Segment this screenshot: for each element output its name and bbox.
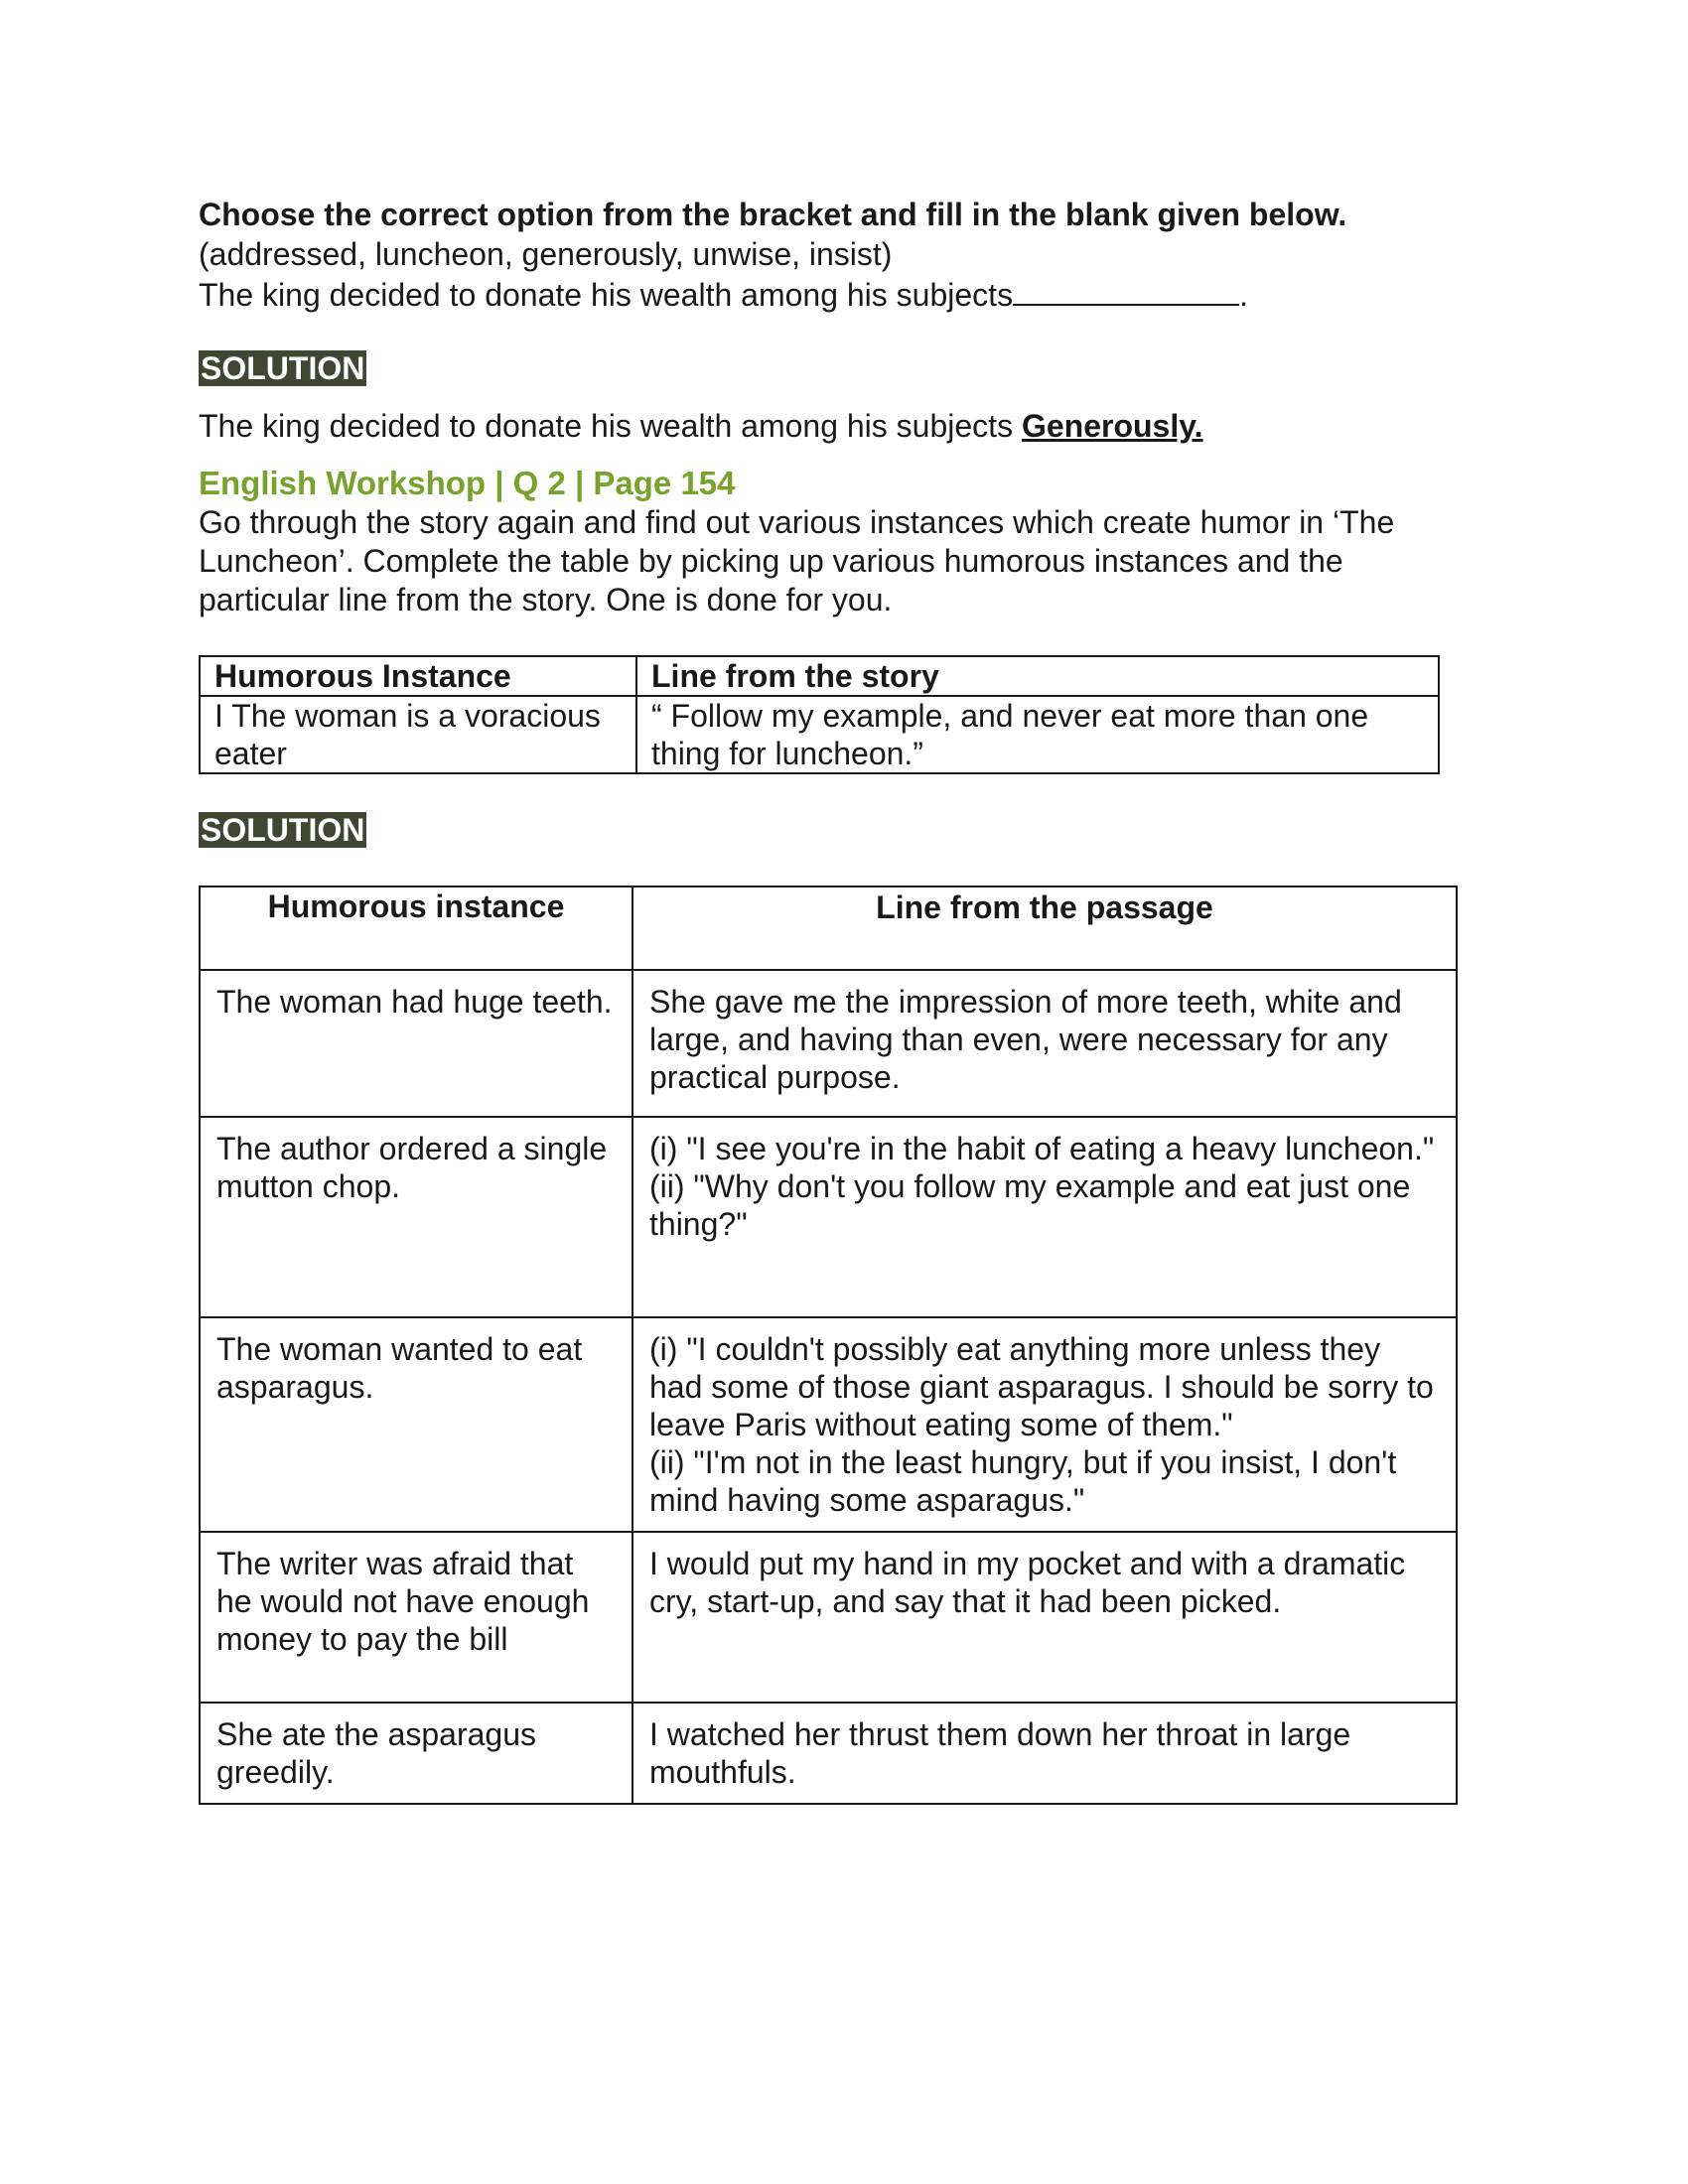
example-header-instance: Humorous Instance (200, 656, 636, 696)
row-line-text: (i) "I couldn't possibly eat anything more unless they had some of those giant asparagus. I should be sorry to leave Paris without eating some of them." (649, 1331, 1434, 1442)
row-instance: The author ordered a single mutton chop. (200, 1117, 633, 1317)
solution-table-header (200, 887, 1457, 970)
row-line (633, 970, 1457, 1117)
row-line-text: (ii) "I'm not in the least hungry, but if you insist, I don't mind having some asparagus." (649, 1444, 1397, 1518)
answer-blank (1013, 274, 1239, 306)
row-line-text: She gave me the impression of more teeth, white and large, and having than even, were necessary for any practical purpose. (649, 984, 1402, 1095)
row-line-text: (i) "I see you're in the habit of eating a heavy luncheon." (649, 1131, 1435, 1166)
table-row (200, 1117, 1457, 1317)
question-sentence (199, 274, 1489, 315)
question-sentence-end: . (1239, 277, 1248, 313)
example-line: “ Follow my example, and never eat more than one thing for luncheon.” (636, 696, 1439, 773)
workshop-heading: English Workshop | Q 2 | Page 154 (199, 465, 736, 501)
example-table-header (200, 656, 1439, 696)
row-line-text: I watched her thrust them down her throat in large mouthfuls. (649, 1716, 1351, 1790)
table-row (200, 1317, 1457, 1532)
example-table-row (200, 696, 1439, 773)
solution-label: SOLUTION (201, 350, 365, 386)
row-line-text: I would put my hand in my pocket and with a dramatic cry, start-up, and say that it had been picked. (649, 1546, 1406, 1619)
solution-table (199, 886, 1458, 1805)
workshop-instructions: Go through the story again and find out various instances which create humor in ‘The Luncheon’. Complete the table by picking up various humorous instances and the particular line from the story. One is done for you. (199, 504, 1395, 617)
row-line (633, 1317, 1457, 1532)
row-line (633, 1117, 1457, 1317)
question-sentence-text: The king decided to donate his wealth among his subjects (199, 277, 1014, 313)
solution-label-2: SOLUTION (201, 812, 365, 848)
row-line (633, 1703, 1457, 1804)
document-page (199, 195, 1489, 1805)
solution-sentence-text: The king decided to donate his wealth among his subjects (199, 408, 1022, 444)
row-instance: The woman wanted to eat asparagus. (200, 1317, 633, 1532)
solution-header-instance: Humorous instance (200, 887, 633, 970)
row-instance: The woman had huge teeth. (200, 970, 633, 1117)
question-prompt: Choose the correct option from the bracket and fill in the blank given below. (199, 197, 1347, 232)
solution-answer: Generously. (1021, 408, 1203, 444)
table-row (200, 1703, 1457, 1804)
row-line-text: (ii) "Why don't you follow my example and eat just one thing?" (649, 1168, 1411, 1242)
table-row (200, 1532, 1457, 1703)
row-line (633, 1532, 1457, 1703)
question-options: (addressed, luncheon, generously, unwise, insist) (199, 236, 893, 272)
example-instance: I The woman is a voracious eater (200, 696, 636, 773)
solution-sentence (199, 406, 1489, 446)
table-row (200, 970, 1457, 1117)
row-instance: She ate the asparagus greedily. (200, 1703, 633, 1804)
example-table (199, 655, 1440, 774)
row-instance: The writer was afraid that he would not have enough money to pay the bill (200, 1532, 633, 1703)
solution-header-line: Line from the passage (633, 887, 1457, 970)
example-header-line: Line from the story (636, 656, 1439, 696)
